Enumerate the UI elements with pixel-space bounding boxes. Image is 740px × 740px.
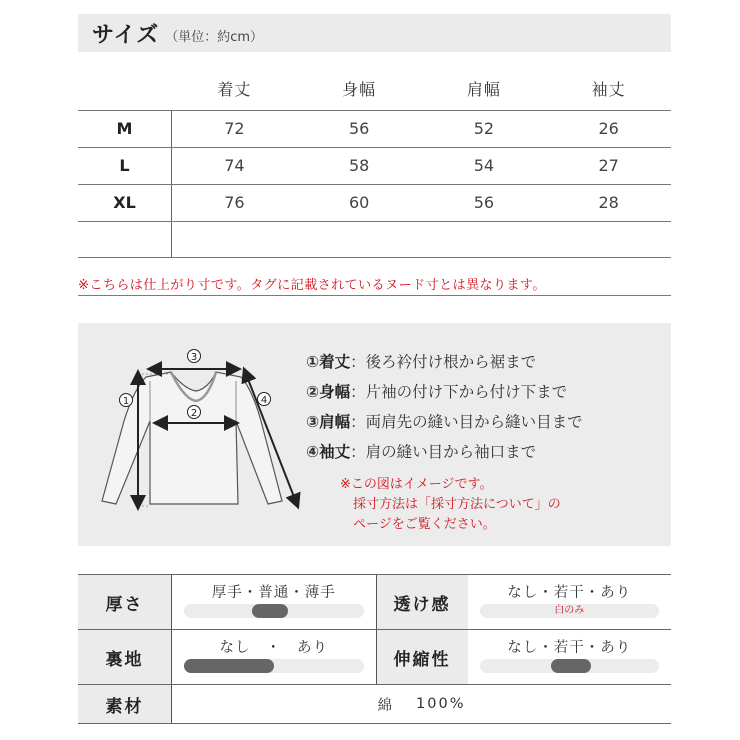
material-percent: 100% [416, 696, 466, 712]
lining-label: 裏地 [78, 630, 172, 684]
table-cell: 54 [473, 156, 495, 175]
table-cell: 52 [473, 119, 495, 138]
table-cell: 58 [348, 156, 370, 175]
table-cell [297, 222, 422, 257]
svg-text:4: 4 [260, 395, 268, 406]
lining-indicator [184, 659, 274, 673]
table-row [78, 147, 671, 184]
transparency-options: なし・若干・あり [507, 585, 632, 601]
thickness-options: 厚手・普通・薄手 [211, 585, 336, 601]
diagram-note [340, 475, 561, 535]
fabric-spec-table [78, 574, 671, 724]
stretch-track [480, 659, 660, 673]
table-cell: 56 [348, 119, 370, 138]
transparency-label: 透け感 [376, 575, 468, 629]
material-label: 素材 [78, 685, 172, 723]
item-number: ① [306, 353, 320, 371]
size-label: XL [78, 185, 172, 221]
note-line: 採寸方法は「採寸方法について」の [353, 497, 561, 512]
item-number: ④ [306, 443, 320, 461]
item-key: 袖丈 [319, 443, 351, 461]
item-sep: ： [350, 383, 366, 401]
lining-track [184, 659, 364, 673]
svg-text:2: 2 [190, 408, 198, 419]
table-cell [172, 222, 297, 257]
header-corner [78, 70, 172, 110]
stretch-options: なし・若干・あり [507, 640, 632, 656]
size-label: M [78, 111, 172, 147]
item-key: 身幅 [319, 383, 351, 401]
table-cell: 27 [598, 156, 619, 175]
stretch-label: 伸縮性 [376, 630, 468, 684]
size-table [78, 70, 671, 258]
table-cell: 72 [224, 119, 245, 138]
svg-text:3: 3 [190, 352, 198, 363]
size-label [78, 222, 172, 257]
item-sep: ： [350, 353, 366, 371]
item-sep: ： [350, 443, 366, 461]
table-cell: 56 [473, 193, 495, 212]
svg-text:1: 1 [122, 396, 130, 407]
item-desc: 肩の縫い目から袖口まで [365, 443, 537, 461]
table-row-empty [78, 221, 671, 258]
note-line: ページをご覧ください。 [353, 517, 496, 532]
item-desc: 両肩先の縫い目から縫い目まで [365, 413, 583, 431]
thickness-track [184, 604, 364, 618]
transparency-scale [468, 575, 672, 629]
size-table-header [78, 70, 671, 110]
thickness-scale [172, 575, 376, 629]
table-cell: 60 [348, 193, 370, 212]
thickness-indicator [252, 604, 288, 618]
size-label: L [78, 148, 172, 184]
spec-row [78, 685, 671, 724]
table-row [78, 110, 671, 147]
size-title-bar [78, 14, 671, 52]
finished-size-note: ※こちらは仕上がり寸です。タグに記載されているヌード寸とは異なります。 [78, 274, 671, 296]
measure-item-width [306, 377, 583, 407]
spec-row [78, 630, 671, 685]
item-desc: 後ろ衿付け根から裾まで [365, 353, 537, 371]
spec-row [78, 575, 671, 630]
table-cell [546, 222, 671, 257]
table-cell: 26 [598, 119, 619, 138]
lining-options: なし ・ あり [219, 640, 328, 656]
thickness-label: 厚さ [78, 575, 172, 629]
table-cell: 76 [224, 193, 245, 212]
stretch-indicator [551, 659, 590, 673]
table-cell [422, 222, 547, 257]
measurement-descriptions [306, 347, 583, 467]
item-key: 肩幅 [319, 413, 351, 431]
col-header-shoulder: 肩幅 [466, 80, 501, 99]
col-header-length: 着丈 [217, 80, 252, 99]
transparency-note: 白のみ [554, 605, 585, 616]
item-number: ② [306, 383, 320, 401]
unit-label: （単位：約cm） [165, 29, 264, 45]
material-fiber: 綿 [377, 697, 395, 714]
item-number: ③ [306, 413, 320, 431]
col-header-width: 身幅 [342, 80, 377, 99]
measure-item-sleeve [306, 437, 583, 467]
stretch-scale [468, 630, 672, 684]
measurement-guide-panel [78, 323, 671, 546]
table-row [78, 184, 671, 221]
lining-scale [172, 630, 376, 684]
table-cell: 74 [224, 156, 245, 175]
page-title: サイズ [92, 22, 160, 48]
measure-item-length [306, 347, 583, 377]
shirt-diagram-icon [86, 341, 306, 521]
material-value [172, 685, 671, 723]
measure-item-shoulder [306, 407, 583, 437]
note-line: ※この図はイメージです。 [340, 477, 493, 492]
item-key: 着丈 [319, 353, 351, 371]
table-cell: 28 [598, 193, 619, 212]
col-header-sleeve: 袖丈 [591, 80, 626, 99]
item-sep: ： [350, 413, 366, 431]
item-desc: 片袖の付け下から付け下まで [365, 383, 568, 401]
